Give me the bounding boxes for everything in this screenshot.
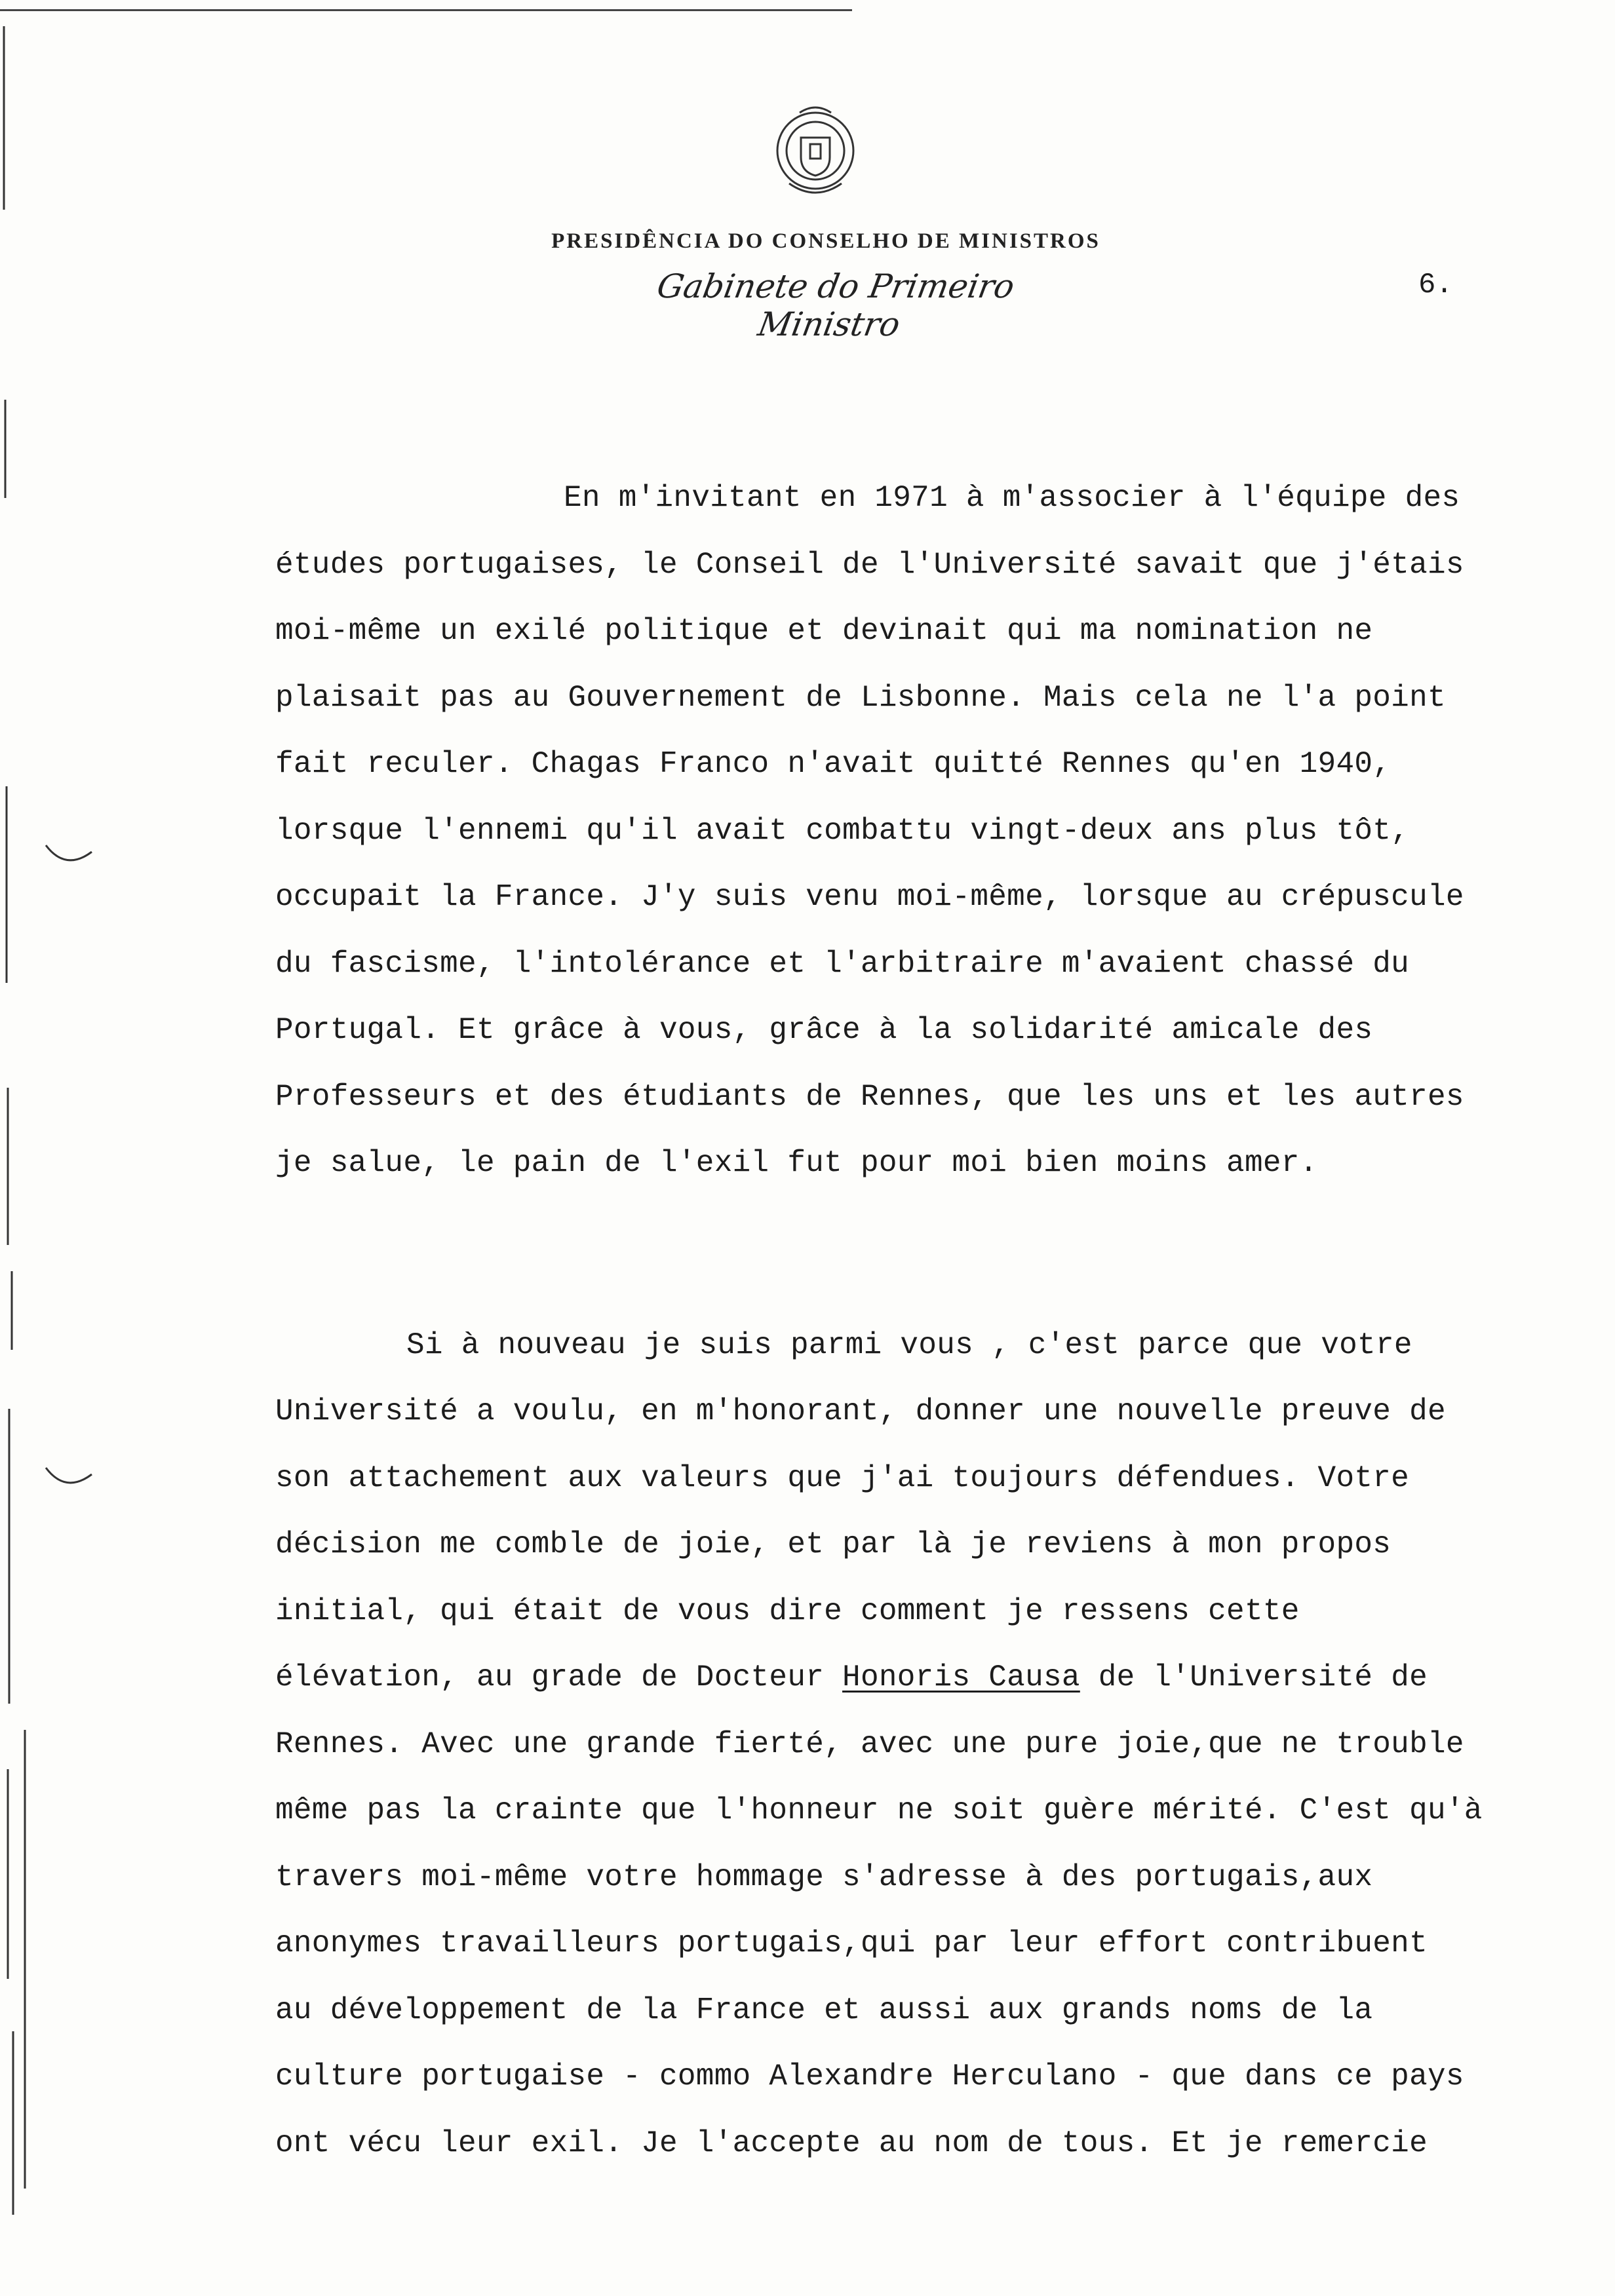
coat-of-arms-emblem xyxy=(763,98,868,203)
text-segment: élévation, au grade de Docteur xyxy=(275,1660,843,1694)
text-segment: de l'Université de xyxy=(1080,1660,1428,1694)
page-number: 6. xyxy=(1418,269,1453,301)
text-line: au développement de la France et aussi aux grands noms de la xyxy=(275,1993,1373,2027)
text-line: initial, qui était de vous dire comment je ressens cette xyxy=(275,1594,1300,1628)
letterhead-institution: PRESIDÊNCIA DO CONSELHO DE MINISTROS xyxy=(551,229,1100,253)
margin-scan-marks xyxy=(0,0,105,2296)
text-line: moi-même un exilé politique et devinait qui ma nomination ne xyxy=(275,614,1373,648)
honoris-causa-underlined: Honoris Causa xyxy=(842,1660,1080,1694)
paragraph-2 xyxy=(275,1312,1573,2177)
text-line: plaisait pas au Gouvernement de Lisbonne. Mais cela ne l'a point xyxy=(275,680,1446,715)
text-line: En m'invitant en 1971 à m'associer à l'équipe des xyxy=(564,481,1460,515)
text-line: je salue, le pain de l'exil fut pour moi bien moins amer. xyxy=(275,1146,1318,1180)
text-line: décision me comble de joie, et par là je reviens à mon propos xyxy=(275,1527,1391,1561)
text-line: culture portugaise - commo Alexandre Herculano - que dans ce pays xyxy=(275,2059,1464,2094)
text-line: Professeurs et des étudiants de Rennes, que les uns et les autres xyxy=(275,1079,1464,1114)
text-line: études portugaises, le Conseil de l'Université savait que j'étais xyxy=(275,547,1464,582)
text-line: travers moi-même votre hommage s'adresse à des portugais,aux xyxy=(275,1860,1373,1894)
text-line: même pas la crainte que l'honneur ne soit guère mérité. C'est qu'à xyxy=(275,1793,1483,1827)
text-line: Université a voulu, en m'honorant, donner une nouvelle preuve de xyxy=(275,1394,1446,1428)
text-line: Portugal. Et grâce à vous, grâce à la solidarité amicale des xyxy=(275,1013,1373,1047)
top-rule xyxy=(0,9,852,11)
letterhead-cabinet-script: Gabinete do Primeiro Ministro xyxy=(654,267,1018,343)
text-line: Rennes. Avec une grande fierté, avec une pure joie,que ne trouble xyxy=(275,1727,1464,1761)
text-line: son attachement aux valeurs que j'ai toujours défendues. Votre xyxy=(275,1461,1410,1495)
text-line: anonymes travailleurs portugais,qui par leur effort contribuent xyxy=(275,1926,1428,1961)
text-line: fait reculer. Chagas Franco n'avait quitté Rennes qu'en 1940, xyxy=(275,747,1391,781)
paragraph-1 xyxy=(275,465,1573,1197)
text-line xyxy=(275,1645,1573,1712)
text-line: occupait la France. J'y suis venu moi-même, lorsque au crépuscule xyxy=(275,880,1464,914)
text-line: Si à nouveau je suis parmi vous , c'est parce que votre xyxy=(406,1328,1412,1362)
text-line: lorsque l'ennemi qu'il avait combattu vingt-deux ans plus tôt, xyxy=(275,813,1410,848)
text-line: ont vécu leur exil. Je l'accepte au nom de tous. Et je remercie xyxy=(275,2126,1428,2160)
text-line: du fascisme, l'intolérance et l'arbitraire m'avaient chassé du xyxy=(275,946,1410,981)
letter-body xyxy=(275,465,1573,2177)
